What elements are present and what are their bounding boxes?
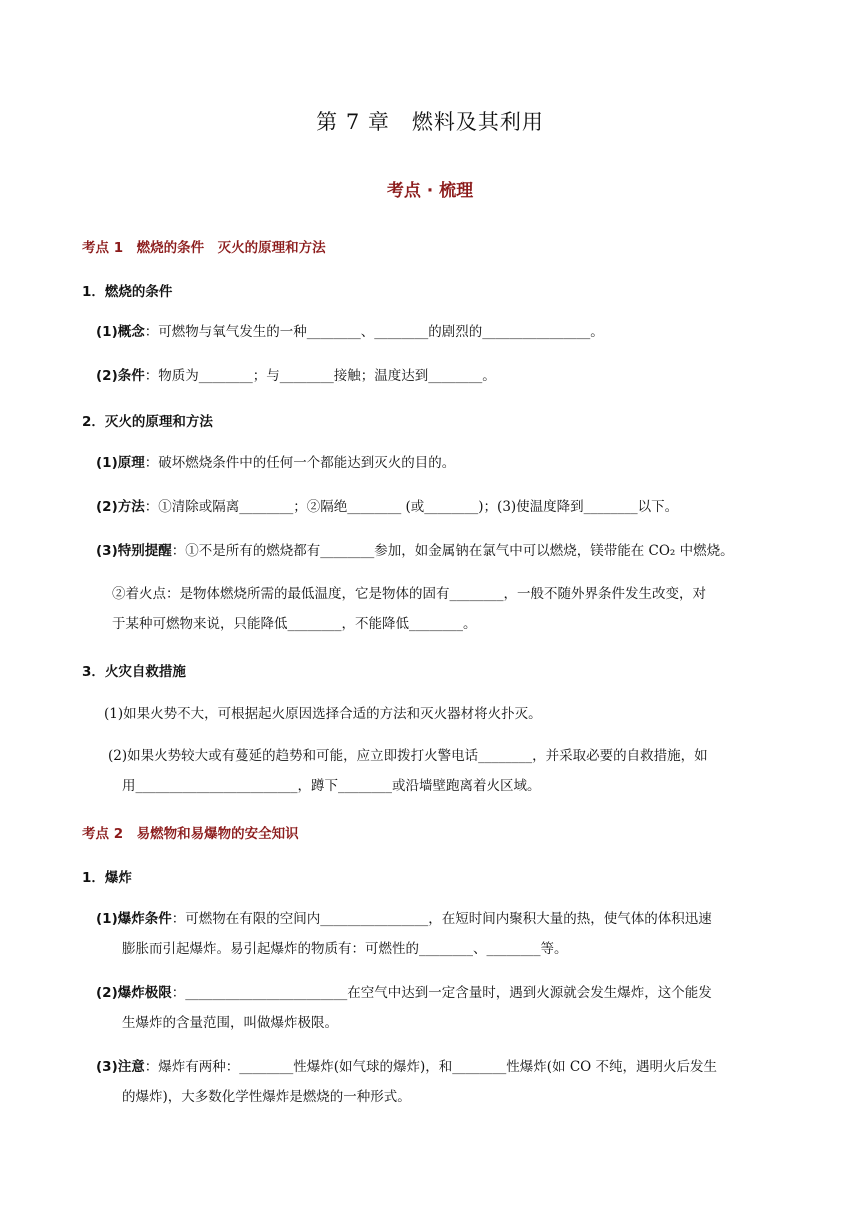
paragraph-concept xyxy=(96,322,604,342)
paragraph-special-reminder xyxy=(96,541,734,561)
paragraph-methods xyxy=(96,497,678,517)
label-note: (3)注意 xyxy=(96,1059,145,1075)
text-special-reminder: ：①不是所有的燃烧都有________参加，如金属钠在氯气中可以燃烧，镁带能在 CO₂ 中燃烧。 xyxy=(171,543,734,559)
text-principle: ：破坏燃烧条件中的任何一个都能达到灭火的目的。 xyxy=(144,455,456,471)
paragraph-note-line1 xyxy=(96,1057,717,1077)
paragraph-explosion-limit-line1 xyxy=(96,983,712,1003)
text-methods: ：①清除或隔离________；②隔绝________ (或________)；(3)使温度降到________以下。 xyxy=(144,499,679,515)
paragraph-large-fire-line1: (2)如果火势较大或有蔓延的趋势和可能，应立即拨打火警电话________，并采取必要的自救措施，如 xyxy=(108,748,708,764)
paragraph-ignition-point-line2: 于某种可燃物来说，只能降低________，不能降低________。 xyxy=(112,616,477,632)
paragraph-explosion-limit-line2: 生爆炸的含量范围，叫做爆炸极限。 xyxy=(122,1015,338,1031)
text-concept: ：可燃物与氧气发生的一种________、________的剧烈的________________。 xyxy=(144,324,604,340)
label-principle: (1)原理 xyxy=(96,455,145,471)
label-methods: (2)方法 xyxy=(96,499,145,515)
topic-heading-1: 考点 1 燃烧的条件 灭火的原理和方法 xyxy=(82,240,326,256)
label-explosion-limit: (2)爆炸极限 xyxy=(96,985,172,1001)
paragraph-explosion-conditions-line2: 膨胀而引起爆炸。易引起爆炸的物质有：可燃性的________、________等。 xyxy=(122,941,568,957)
paragraph-large-fire-line2: 用________________________，蹲下________或沿墙壁跑离着火区域。 xyxy=(122,778,541,794)
text-explosion-limit: ：________________________在空气中达到一定含量时，遇到火源就会发生爆炸，这个能发 xyxy=(171,985,712,1001)
paragraph-conditions xyxy=(96,366,496,386)
paragraph-principle xyxy=(96,453,455,473)
label-special-reminder: (3)特别提醒 xyxy=(96,543,172,559)
subheading-combustion-conditions: 1．燃烧的条件 xyxy=(82,284,173,300)
chapter-title: 第 7 章 燃料及其利用 xyxy=(316,110,544,134)
label-concept: (1)概念 xyxy=(96,324,145,340)
subheading-fire-self-rescue: 3．火灾自救措施 xyxy=(82,664,186,680)
label-conditions: (2)条件 xyxy=(96,368,145,384)
text-explosion-conditions: ：可燃物在有限的空间内________________，在短时间内聚积大量的热，使气体的体积迅速 xyxy=(171,911,712,927)
label-explosion-conditions: (1)爆炸条件 xyxy=(96,911,172,927)
paragraph-note-line2: 的爆炸)，大多数化学性爆炸是燃烧的一种形式。 xyxy=(122,1089,411,1105)
subheading-explosion: 1．爆炸 xyxy=(82,870,132,886)
subheading-fire-extinguishing: 2．灭火的原理和方法 xyxy=(82,414,213,430)
paragraph-explosion-conditions-line1 xyxy=(96,909,712,929)
topic-heading-2: 考点 2 易燃物和易爆物的安全知识 xyxy=(82,826,299,842)
text-conditions: ：物质为________；与________接触；温度达到________。 xyxy=(144,368,496,384)
paragraph-ignition-point-line1: ②着火点：是物体燃烧所需的最低温度，它是物体的固有________，一般不随外界条件发生改变，对 xyxy=(112,586,706,602)
paragraph-small-fire: (1)如果火势不大，可根据起火原因选择合适的方法和灭火器材将火扑灭。 xyxy=(104,706,542,722)
text-note: ：爆炸有两种：________性爆炸(如气球的爆炸)，和________性爆炸(如 CO 不纯，遇明火后发生 xyxy=(144,1059,718,1075)
section-title: 考点 · 梳理 xyxy=(386,181,474,201)
